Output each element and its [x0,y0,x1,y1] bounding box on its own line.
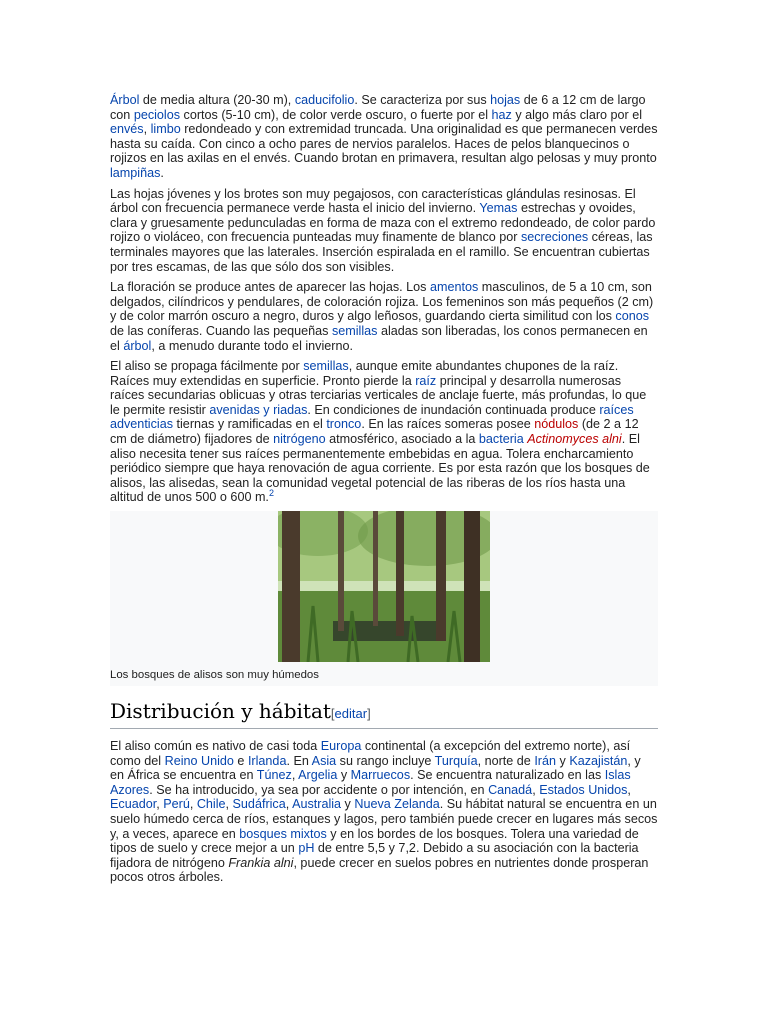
wiki-link[interactable]: peciolos [133,107,181,122]
wiki-link[interactable]: Marruecos [350,768,411,783]
text-run: continental (a excepción del extremo norte), así como del [110,739,631,768]
wiki-link[interactable]: Argelia [298,768,338,783]
wiki-link[interactable]: raíz [415,373,437,388]
paragraph-distribution [110,739,658,885]
text-run: , y en África se encuentra en [110,753,641,783]
paragraph-propagation [110,359,658,505]
wiki-link[interactable]: envés [110,122,144,137]
wiki-link[interactable]: bosques mixtos [239,826,327,841]
text-run: , aunque emite abundantes chupones de la raíz. Raíces muy extendidas en superficie. Pronto pierde la [110,359,619,388]
redlink[interactable]: Actinomyces alni [527,432,622,447]
wiki-link[interactable]: Turquía [434,753,478,768]
text-run: principal y desarrolla numerosas raíces secundarias oblicuas y otras terciarias verticales de anclaje fuerte, más profundas, lo que le permite resistir [110,373,647,417]
text-run: , [225,797,233,812]
text-run: Las hojas jóvenes y los brotes son muy pegajosos, con características glándulas resinosas. El árbol con frecuencia permanece verde hasta el inicio del invierno. [110,186,636,216]
wiki-link[interactable]: Irlanda [247,753,287,768]
text-run: y [337,768,351,783]
wiki-link[interactable]: Kazajistán [569,753,628,768]
text-run: y en los bordes de los bosques. Tolera una variedad de tipos de suelo y crece mejor a un [110,826,639,856]
wiki-link[interactable]: secreciones [520,230,589,245]
section-title: Distribución y hábitat [110,699,331,724]
wiki-link[interactable]: conos [615,309,650,324]
text-run: , [291,768,299,783]
reference-mark[interactable]: 2 [268,488,274,499]
section-heading [110,699,658,729]
article-body [110,93,658,891]
wiki-link[interactable]: caducifolio [294,93,355,107]
text-run: . En las raíces someras posee [361,417,535,432]
wiki-link[interactable]: haz [491,107,512,122]
wiki-link[interactable]: semillas [303,359,349,374]
wiki-link[interactable]: raíces adventicias [110,402,634,432]
figure-alder-forest [110,511,658,686]
wiki-link[interactable]: Canadá [488,782,533,797]
text-run: redondeado y con extremidad truncada. Una originalidad es que permanecen verdes hasta su caída. Con cinco a ocho pares de nervios paralelos. Haces de pelos blanquecinos o rojizos en las axilas en el envés. Cuando brotan en primavera, resultan algo pelosas y muy pronto [110,122,658,166]
wiki-link[interactable]: semillas [331,323,378,338]
text-run: (de 2 a 12 cm de diámetro) fijadores de [110,417,639,447]
text-run: . El aliso necesita tener sus raíces permanentemente embebidas en agua. Tolera encharcamiento periódico siempre que haya renovación de agua corriente. Es por esta razón que los bosques de alisos, las alisedas, sean la comunidad vegetal potencial de las riberas de los ríos hasta una altitud de unos 500 o 600 m. [110,432,650,505]
text-run: , norte de [477,753,535,768]
section-edit: [editar] [330,706,371,722]
text-run: estrechas y ovoides, clara y gruesamente pedunculadas en forma de maza con el extremo redondeado, de color pardo rojizo o violáceo, con frecuencia punteadas muy finamente de blanco por [110,201,656,245]
alder-forest-photo[interactable] [278,511,490,662]
text-run: su rango incluye [336,753,435,768]
wiki-link[interactable]: tronco [326,417,362,432]
text-run: La floración se produce antes de aparecer las hojas. Los [110,280,430,295]
wiki-link[interactable]: Estados Unidos [539,782,628,797]
text-run: masculinos, de 5 a 10 cm, son delgados, cilíndricos y pendulares, de coloración rojiza. Los femeninos son más pequeños (2 cm) y de color marrón oscuro a negro, duros y algo leñosos, guardando cierta similitud con los [110,280,654,324]
text-run: e [233,753,248,768]
wiki-link[interactable]: Ecuador [110,797,157,812]
edit-link[interactable]: editar [334,706,368,722]
text-run: , [532,782,540,797]
wiki-link[interactable]: pH [298,841,315,856]
text-run: . Se caracteriza por sus [354,93,491,107]
wiki-link[interactable]: Islas Azores [110,768,631,797]
wiki-link[interactable]: Nueva Zelanda [354,797,440,812]
text-run: , puede crecer en suelos pobres en nutrientes donde prosperan pocos otros árboles. [110,855,649,885]
wiki-link[interactable]: Chile [196,797,226,812]
wiki-link[interactable]: Irán [534,753,557,768]
text-run: . Su hábitat natural se encuentra en un suelo húmedo cerca de ríos, estanques y lagos, pero también puede crecer en lugares más secos y, a veces, aparece en [110,797,658,841]
text-run: de entre 5,5 y 7,2. Debido a su asociación con la bacteria fijadora de nitrógeno [110,841,639,870]
text-run: y [341,797,355,812]
wiki-link[interactable]: árbol [123,338,152,353]
text-run: , [143,122,151,137]
text-run: , a menudo durante todo el invierno. [151,338,353,353]
text-run: El aliso común es nativo de casi toda [110,739,321,754]
wiki-link[interactable]: Australia [292,797,342,812]
text-run: y algo más claro por el [511,107,643,122]
paragraph-young-leaves [110,187,658,275]
text-run: aladas son liberadas, los conos permanecen en el [110,323,648,353]
text-run: céreas, las terminales mayores que las laterales. Inserción espiralada en el ramillo. Se encuentran cubiertas por tres escamas, de las que sólo dos son visibles. [110,230,653,274]
text-run: y [556,753,570,768]
wiki-link[interactable]: Reino Unido [164,753,234,768]
text-run: de media altura (20-30 m), [139,93,295,107]
wiki-link[interactable]: Europa [320,739,362,754]
text-run: . En condiciones de inundación continuada produce [307,402,600,417]
text-run: . En [286,753,312,768]
text-run: tiernas y ramificadas en el [173,417,327,432]
wiki-link[interactable]: bacteria [478,432,524,447]
text-run: , [285,797,293,812]
photo-trunk [282,511,300,662]
text-run: . Se encuentra naturalizado en las [410,768,605,783]
redlink[interactable]: nódulos [534,417,579,432]
wiki-link[interactable]: nitrógeno [273,432,326,447]
wiki-link[interactable]: avenidas y riadas [209,402,308,417]
wiki-link[interactable]: Perú [163,797,190,812]
wiki-link[interactable]: amentos [429,280,479,295]
text-run: , [189,797,197,812]
text-run: atmosférico, asociado a la [325,432,479,447]
text-run: de 6 a 12 cm de largo con [110,93,646,122]
text-run: cortos (5-10 cm), de color verde oscuro, o fuerte por el [180,107,492,122]
text-run: . [160,165,164,180]
wiki-link[interactable]: limbo [150,122,181,137]
italic-text: Frankia alni [228,855,294,870]
figure-caption: Los bosques de alisos son muy húmedos [110,669,319,682]
text-run: El aliso se propaga fácilmente por [110,359,304,374]
text-run: , [156,797,164,812]
paragraph-description [110,93,658,181]
wiki-link[interactable]: lampiñas [110,165,161,180]
text-run: , [627,782,631,797]
text-run: de las coníferas. Cuando las pequeñas [110,323,332,338]
wiki-link[interactable]: hojas [490,93,521,107]
wiki-link[interactable]: Yemas [479,201,518,216]
wiki-link[interactable]: Árbol [110,93,140,107]
wiki-link[interactable]: Sudáfrica [232,797,286,812]
wiki-link[interactable]: Asia [311,753,337,768]
wiki-link[interactable]: Túnez [256,768,292,783]
text-run: . Se ha introducido, ya sea por accidente o por intención, en [149,782,489,797]
paragraph-flowering [110,280,658,353]
